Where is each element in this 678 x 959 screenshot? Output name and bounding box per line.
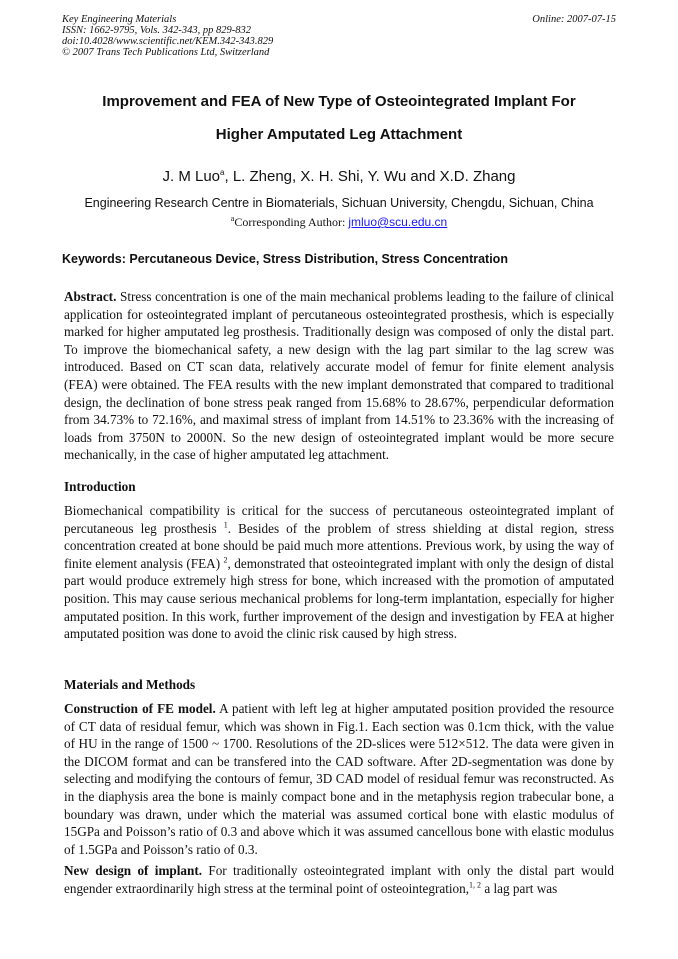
keywords: Keywords: Percutaneous Device, Stress Distribution, Stress Concentration (62, 252, 508, 266)
intro-text-2: . Besides of the problem of stress shielding at distal region, stress concentration created at bone should be paid much more attentions. Previous work, by using the way of finite element analysis (FEA) (64, 520, 614, 571)
introduction-heading: Introduction (64, 479, 136, 494)
doi-line: doi:10.4028/www.scientific.net/KEM.342-343.829 (62, 36, 274, 47)
abstract-label: Abstract. (64, 289, 117, 304)
journal-name: Key Engineering Materials (62, 14, 177, 25)
fe-model-paragraph (64, 700, 614, 858)
author-affiliation-mark: a (220, 168, 225, 177)
abstract-text: Stress concentration is one of the main mechanical problems leading to the failure of clinical application for osteointegrated implant of percutaneous osteointegrated prosthesis, which is especially marked for higher amputated leg prosthesis. Traditionally design was composed of only the distal part. To improve the biomechanical safety, a new design with the lag part similar to the lag screw was introduced. Based on CT scan data, relatively accurate model of femur for finite element analysis (FEA) were obtained. The FEA results with the new implant demonstrated that compared to traditional design, the declination of bone stress peak ranged from 15.68% to 28.67%, perpendicular deformation from 34.73% to 72.16%, and maximal stress of implant from 14.51% to 23.36% with the increasing of loads from 3750N to 2000N. So the new design of osteointegrated implant would be more secure mechanically, in the case of higher amputated leg attachment. (64, 289, 614, 463)
issn-line: ISSN: 1662-9795, Vols. 342-343, pp 829-832 (62, 25, 251, 36)
introduction-paragraph (64, 502, 614, 643)
fe-model-text: A patient with left leg at higher amputated position provided the resource of CT data of residual femur, which was shown in Fig.1. Each section was 0.1cm thick, with the value of HU in the range of 1500 ~ 1700. Resolutions of the 2D-slices were 512×512. The data were given in the DICOM format and can be transfered into the CAD software. After 2D-segmentation was done by selecting and modifying the contours of femur, 3D CAD model of residual femur was reconstructed. As in the diaphysis area the bone is mainly compact bone and in the metaphysis region trabecular bone, a boundary was drawn, under which the material was assumed cortical bone with elastic modulus of 15GPa and Poisson’s ratio of 0.3 and above which it was assumed cancellous bone with elastic modulus of 1.5GPa and Poisson’s ratio of 0.3. (64, 701, 614, 857)
corresponding-label: Corresponding Author: (234, 215, 349, 229)
online-date: Online: 2007-07-15 (532, 14, 616, 25)
paper-title-line-2: Higher Amputated Leg Attachment (215, 126, 463, 143)
intro-text-3: , demonstrated that osteointegrated implant with only the design of distal part would produce extremely high stress for bone, which increased with the promotion of amputated position. This may cause serious mechanical problems for long-term implantation, especially for higher amputated position. In this work, further improvement of the design and investigation by FEA at higher amputated position was done to avoid the clinic risk caused by high stress. (64, 555, 614, 642)
fe-model-label: Construction of FE model. (64, 701, 216, 716)
abstract-paragraph (64, 288, 614, 464)
copyright-line: © 2007 Trans Tech Publications Ltd, Switzerland (62, 47, 270, 58)
new-design-paragraph (64, 862, 614, 897)
affiliation: Engineering Research Centre in Biomaterials, Sichuan University, Chengdu, Sichuan, China (84, 196, 594, 210)
new-design-label: New design of implant. (64, 863, 203, 878)
methods-heading: Materials and Methods (64, 677, 196, 692)
author-list (62, 168, 616, 185)
new-design-tail: a lag part was (481, 880, 558, 896)
page-header (62, 14, 616, 58)
paper-title-line-1: Improvement and FEA of New Type of Osteointegrated Implant For (102, 93, 576, 110)
corresponding-author (62, 215, 616, 230)
intro-text-1: Biomechanical compatibility is critical for the success of percutaneous osteointegrated implant of percutaneous leg prosthesis (64, 503, 614, 536)
corresponding-mark: a (230, 214, 235, 223)
email-link[interactable]: jmluo@scu.edu.cn (348, 215, 448, 229)
citation-1-2: 1, 2 (469, 880, 482, 890)
first-author: J. M Luo (162, 168, 221, 185)
citation-2: 2 (223, 555, 228, 565)
new-design-text: For traditionally osteointegrated implant with only the distal part would engender extraordinarily high stress at the terminal point of osteointegration, (64, 863, 614, 896)
other-authors: , L. Zheng, X. H. Shi, Y. Wu and X.D. Zhang (224, 168, 516, 185)
citation-1: 1 (223, 520, 228, 530)
